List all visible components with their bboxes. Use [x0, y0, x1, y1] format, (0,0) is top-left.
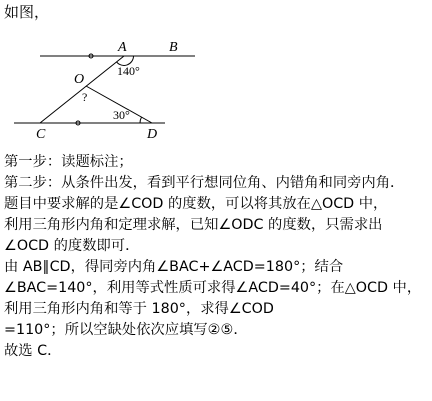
label-a: A	[118, 40, 127, 55]
label-o: O	[74, 72, 85, 87]
label-b: B	[169, 40, 178, 55]
angle-arc-d	[140, 117, 142, 123]
geometry-figure	[0, 0, 432, 150]
intro-text: 如图，	[4, 3, 50, 21]
label-d: D	[147, 127, 158, 142]
solution-line: =110°；所以空缺处依次应填写②⑤．	[4, 322, 248, 338]
solution-line: 故选 C．	[4, 343, 62, 359]
solution-line: 利用三角形内角和定理求解，已知∠ODC 的度数，只需求出	[4, 217, 383, 233]
label-unknown-angle: ?	[82, 90, 88, 104]
solution-line: ∠BAC=140°，利用等式性质可求得∠ACD=40°；在△OCD 中，	[4, 280, 422, 296]
solution-line: 题目中要求解的是∠COD 的度数，可以将其放在△OCD 中，	[4, 196, 388, 212]
solution-text	[4, 152, 430, 362]
solution-line: 由 AB∥CD，得同旁内角∠BAC+∠ACD=180°；结合	[4, 259, 344, 275]
solution-line: 第二步：从条件出发，看到平行想同位角、内错角和同旁内角．	[4, 175, 405, 191]
label-c: C	[36, 127, 46, 142]
solution-line: 利用三角形内角和等于 180°，求得∠COD	[4, 301, 274, 317]
label-angle-140: 140°	[117, 64, 140, 78]
label-angle-30: 30°	[113, 108, 130, 122]
solution-line: 第一步：读题标注；	[4, 154, 133, 170]
solution-line: ∠OCD 的度数即可．	[4, 238, 140, 254]
